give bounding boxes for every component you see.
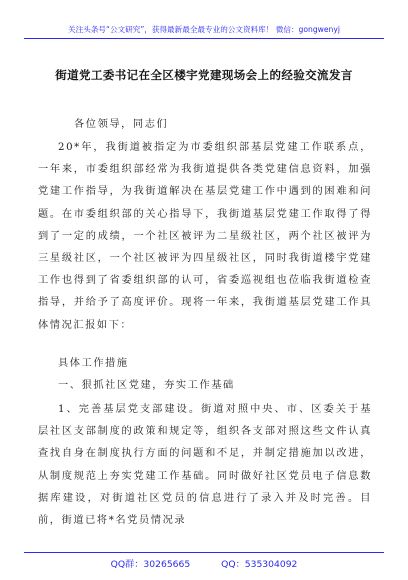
body-paragraph-1: 20*年，我街道被指定为市委组织部基层党建工作联系点，一年来，市委组织部经常为我街道提供各类党建信息资料，加强党建工作指导，为我街道解决在基层党建工作中遇到的困难和问题。在市委组织部的关心指导下，我街道基层党建工作取得了得到了一定的成绩，一个社区被评为二星级社区，两个社区被评为三星级社区，一个社区被评为四星级社区，同时我街道楼宇党建工作也得到了省委组织部的认可，省委巡视组也莅临我街道检查指导，并给予了高度评价。现将一年来，我街道基层党建工作具体情况汇报如下： (38, 142, 372, 331)
salutation: 各位领导，同志们 (74, 119, 169, 130)
header-divider (24, 38, 384, 39)
header-banner: 关注头条号“公文研究”，获得最新最全最专业的公文资料库！ 微信：gongwenyj (68, 25, 340, 34)
section-heading: 具体工作措施 (58, 358, 129, 369)
footer-contact (0, 556, 408, 570)
footer-divider (24, 552, 384, 553)
body-paragraph-2: 1、完善基层党支部建设。街道对照中央、市、区委关于基层社区支部制度的政策和规定等，组织各支部对照这些文件认真查找自身在制度执行方面的问题和不足，并制定措施加以改进，从制度规范上夯实党建工作基础。同时做好社区党员电子信息数据库建设，对街道社区党员的信息进行了录入并及时完善。目前，街道已将*名党员情况录 (38, 404, 372, 527)
subsection-heading: 一、狠抓社区党建，夯实工作基础 (58, 380, 235, 391)
footer-qq-group: QQ群：30265665 (110, 559, 191, 570)
footer-qq-number: QQ：535304092 (221, 559, 298, 570)
document-title: 街道党工委书记在全区楼宇党建现场会上的经验交流发言 (55, 68, 353, 82)
